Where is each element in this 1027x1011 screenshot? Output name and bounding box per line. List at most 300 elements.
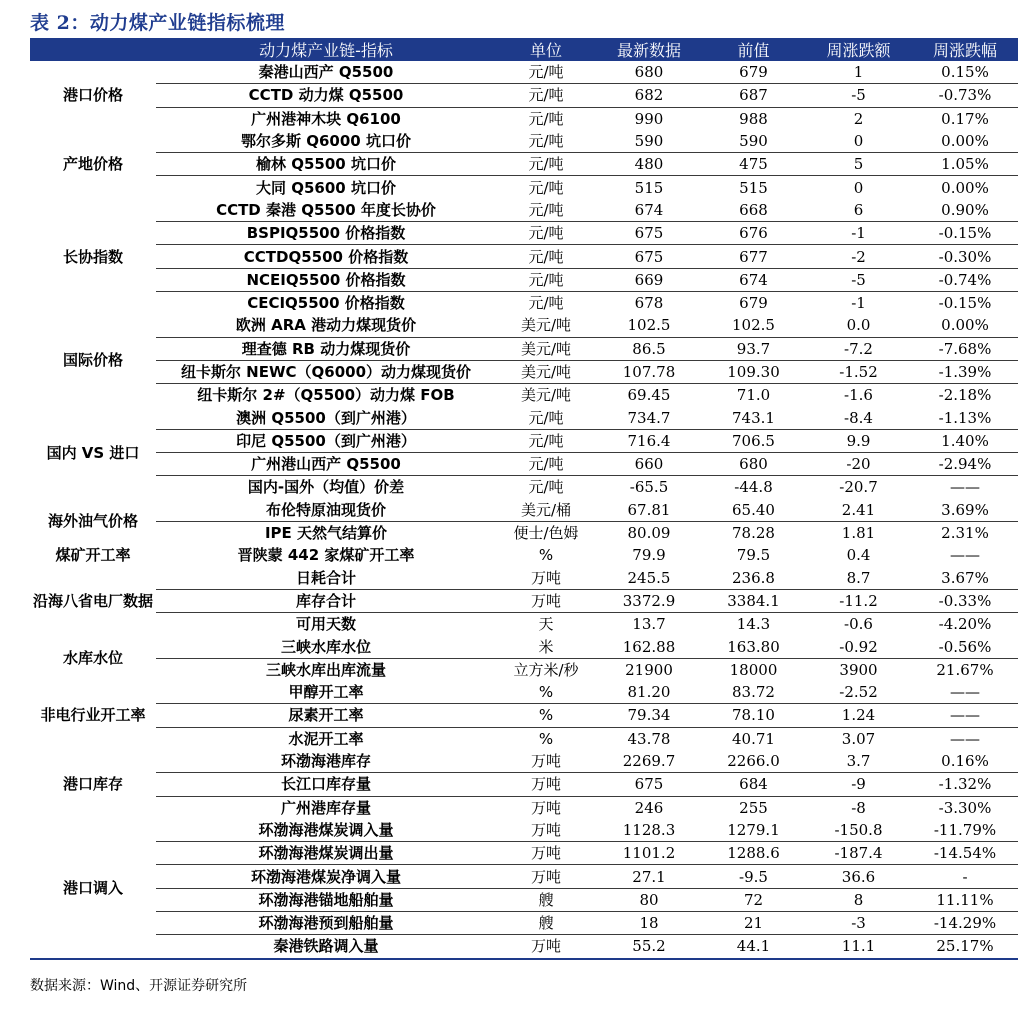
table-row [30, 796, 1018, 819]
header-weekly-change: 周涨跌额 [805, 38, 912, 61]
weekly-change-pct-cell: -1.39% [912, 360, 1018, 383]
latest-cell: 990 [596, 107, 702, 130]
table-row [30, 337, 1018, 360]
indicator-cell: CCTD 秦港 Q5500 年度长协价 [216, 200, 436, 219]
previous-cell: 674 [702, 268, 805, 291]
indicator-cell: 环渤海港煤炭净调入量 [156, 865, 496, 888]
latest-cell: 245.5 [627, 568, 671, 587]
weekly-change-cell: 9.9 [805, 429, 912, 452]
weekly-change-cell: -11.2 [805, 589, 912, 612]
latest-cell: 86.5 [596, 337, 702, 360]
weekly-change-cell: 6 [853, 200, 864, 219]
table-row [30, 613, 1018, 636]
previous-cell: 1288.6 [702, 842, 805, 865]
latest-cell: 1101.2 [596, 842, 702, 865]
weekly-change-pct-cell: -0.15% [912, 291, 1018, 314]
unit-cell: 美元/吨 [496, 337, 596, 360]
latest-cell: 79.34 [596, 704, 702, 727]
latest-cell: 18 [596, 911, 702, 934]
weekly-change-pct-cell: 0.00% [941, 316, 989, 335]
weekly-change-pct-cell: 1.40% [912, 429, 1018, 452]
table-row [30, 499, 1018, 522]
indicator-cell: 澳洲 Q5500（到广州港） [236, 408, 416, 427]
previous-cell: 743.1 [732, 408, 775, 427]
table-row [30, 61, 1018, 84]
indicator-cell: 环渤海港煤炭调入量 [258, 820, 394, 839]
weekly-change-pct-cell: -2.94% [912, 453, 1018, 476]
table-row [30, 544, 1018, 566]
weekly-change-cell: 8 [805, 888, 912, 911]
weekly-change-cell: -5 [805, 268, 912, 291]
weekly-change-pct-cell: -1.13% [938, 408, 992, 427]
latest-cell: 13.7 [596, 613, 702, 636]
previous-cell: 78.10 [702, 704, 805, 727]
unit-cell: 万吨 [530, 820, 561, 839]
table-group [30, 499, 1018, 545]
weekly-change-cell: -20 [805, 453, 912, 476]
weekly-change-cell: 8.7 [846, 568, 871, 587]
weekly-change-cell: -2 [805, 245, 912, 268]
indicator-cell: 尿素开工率 [156, 704, 496, 727]
unit-cell: 艘 [496, 888, 596, 911]
indicator-cell: 纽卡斯尔 2#（Q5500）动力煤 FOB [156, 384, 496, 407]
indicator-cell: 环渤海港库存 [280, 752, 371, 771]
header-weekly-change-pct: 周涨跌幅 [912, 38, 1018, 61]
previous-cell: 515 [702, 176, 805, 199]
indicator-cell: CECIQ5500 价格指数 [156, 291, 496, 314]
table-caption: 表 2：动力煤产业链指标梳理 [30, 12, 285, 34]
weekly-change-pct-cell: 2.31% [912, 521, 1018, 544]
previous-cell: 475 [702, 153, 805, 176]
previous-cell: 2266.0 [727, 752, 780, 771]
unit-cell: 万吨 [496, 796, 596, 819]
unit-cell: 元/吨 [496, 222, 596, 245]
latest-cell: 79.9 [632, 546, 666, 565]
previous-cell: 706.5 [702, 429, 805, 452]
latest-cell: 43.78 [596, 727, 702, 750]
header-indicator: 动力煤产业链-指标 [156, 38, 496, 61]
weekly-change-pct-cell: -4.20% [912, 613, 1018, 636]
indicator-cell: 甲醇开工率 [288, 683, 364, 702]
table-row [30, 819, 1018, 842]
table-row [30, 360, 1018, 383]
weekly-change-pct-cell: 0.17% [912, 107, 1018, 130]
table-group [30, 681, 1018, 750]
table-row [30, 314, 1018, 337]
weekly-change-cell: -0.92 [839, 637, 878, 656]
weekly-change-cell: -1 [805, 291, 912, 314]
weekly-change-cell: -150.8 [834, 820, 883, 839]
unit-cell: 元/吨 [496, 476, 596, 499]
previous-cell: 21 [702, 911, 805, 934]
indicator-cell: 纽卡斯尔 NEWC（Q6000）动力煤现货价 [156, 360, 496, 383]
category-cell: 海外油气价格 [47, 512, 138, 531]
indicator-cell: 环渤海港锚地船舶量 [156, 888, 496, 911]
table-row [30, 245, 1018, 268]
table-row [30, 222, 1018, 245]
weekly-change-pct-cell: —— [950, 546, 980, 565]
previous-cell: 18000 [702, 658, 805, 681]
weekly-change-cell: 36.6 [805, 865, 912, 888]
previous-cell: 83.72 [732, 683, 775, 702]
latest-cell: 675 [596, 773, 702, 796]
previous-cell: -9.5 [702, 865, 805, 888]
table-group [30, 819, 1018, 959]
weekly-change-cell: 0.0 [846, 316, 871, 335]
weekly-change-pct-cell: 21.67% [912, 658, 1018, 681]
previous-cell: 93.7 [702, 337, 805, 360]
weekly-change-cell: -1.6 [805, 384, 912, 407]
weekly-change-pct-cell: 0.00% [941, 132, 989, 151]
unit-cell: 元/吨 [496, 291, 596, 314]
latest-cell: 55.2 [596, 935, 702, 959]
latest-cell: 675 [596, 222, 702, 245]
unit-cell: % [538, 546, 554, 565]
weekly-change-pct-cell: 1.05% [912, 153, 1018, 176]
indicator-cell: 库存合计 [156, 589, 496, 612]
table-row [30, 842, 1018, 865]
previous-cell: 236.8 [732, 568, 775, 587]
weekly-change-pct-cell: -2.18% [912, 384, 1018, 407]
weekly-change-pct-cell: —— [950, 683, 980, 702]
previous-cell: 65.40 [732, 500, 775, 519]
latest-cell: 669 [596, 268, 702, 291]
previous-cell: 1279.1 [727, 820, 780, 839]
weekly-change-pct-cell: -0.56% [938, 637, 992, 656]
header-previous: 前值 [702, 38, 805, 61]
weekly-change-pct-cell: -0.15% [912, 222, 1018, 245]
latest-cell: 2269.7 [622, 752, 676, 771]
indicator-cell: 印尼 Q5500（到广州港） [156, 429, 496, 452]
weekly-change-cell: -2.52 [839, 683, 878, 702]
unit-cell: 元/吨 [496, 84, 596, 107]
previous-cell: 255 [702, 796, 805, 819]
weekly-change-cell: -187.4 [805, 842, 912, 865]
table-group [30, 544, 1018, 566]
previous-cell: 679 [702, 291, 805, 314]
unit-cell: % [496, 727, 596, 750]
indicator-cell: 长江口库存量 [156, 773, 496, 796]
indicator-cell: BSPIQ5500 价格指数 [156, 222, 496, 245]
header-row [30, 38, 1018, 61]
latest-cell: 734.7 [627, 408, 671, 427]
weekly-change-pct-cell: -1.32% [912, 773, 1018, 796]
unit-cell: 元/吨 [496, 429, 596, 452]
unit-cell: 万吨 [496, 865, 596, 888]
weekly-change-pct-cell: 0.15% [941, 63, 989, 82]
latest-cell: 246 [596, 796, 702, 819]
weekly-change-cell: -3 [805, 911, 912, 934]
weekly-change-cell: 0.4 [846, 546, 871, 565]
previous-cell: 72 [702, 888, 805, 911]
weekly-change-cell: -20.7 [805, 476, 912, 499]
indicator-cell: 广州港神木块 Q6100 [156, 107, 496, 130]
indicator-cell: 布伦特原油现货价 [265, 500, 386, 519]
weekly-change-pct-cell: 0.16% [941, 752, 989, 771]
table-row [30, 153, 1018, 176]
latest-cell: 1128.3 [622, 820, 676, 839]
unit-cell: 万吨 [530, 568, 561, 587]
table-row [30, 521, 1018, 544]
unit-cell: 万吨 [496, 773, 596, 796]
unit-cell: 美元/吨 [496, 360, 596, 383]
table-row [30, 773, 1018, 796]
table-row [30, 268, 1018, 291]
unit-cell: 美元/吨 [520, 316, 572, 335]
weekly-change-cell: 1.81 [805, 521, 912, 544]
table-row [30, 199, 1018, 222]
previous-cell: 109.30 [702, 360, 805, 383]
unit-cell: 万吨 [530, 752, 561, 771]
latest-cell: 674 [634, 200, 664, 219]
previous-cell: 40.71 [702, 727, 805, 750]
weekly-change-pct-cell: 0.00% [912, 176, 1018, 199]
category-cell: 沿海八省电厂数据 [32, 591, 153, 610]
unit-cell: 便士/色姆 [496, 521, 596, 544]
category-cell: 港口价格 [62, 86, 123, 105]
indicator-cell: 秦港山西产 Q5500 [258, 63, 394, 82]
unit-cell: 元/吨 [496, 245, 596, 268]
previous-cell: 677 [702, 245, 805, 268]
table-row [30, 865, 1018, 888]
indicator-cell: 鄂尔多斯 Q6000 坑口价 [241, 132, 411, 151]
weekly-change-pct-cell: —— [912, 704, 1018, 727]
table-row [30, 107, 1018, 130]
category-cell: 水库水位 [62, 649, 123, 668]
unit-cell: 元/吨 [528, 408, 564, 427]
indicator-cell: 日耗合计 [295, 568, 356, 587]
unit-cell: % [538, 683, 554, 702]
indicator-cell: 大同 Q5600 坑口价 [156, 176, 496, 199]
category-cell: 国内 VS 进口 [46, 443, 140, 462]
latest-cell: 716.4 [596, 429, 702, 452]
weekly-change-cell: 2 [805, 107, 912, 130]
weekly-change-cell: 1 [853, 63, 864, 82]
weekly-change-cell: -1 [805, 222, 912, 245]
weekly-change-pct-cell: —— [912, 727, 1018, 750]
data-source-note: 数据来源：Wind、开源证券研究所 [30, 978, 248, 994]
latest-cell: 480 [596, 153, 702, 176]
table-row [30, 567, 1018, 590]
indicator-cell: 环渤海港预到船舶量 [156, 911, 496, 934]
unit-cell: 万吨 [496, 589, 596, 612]
weekly-change-cell: -1.52 [805, 360, 912, 383]
indicator-cell: 榆林 Q5500 坑口价 [156, 153, 496, 176]
previous-cell: 668 [739, 200, 768, 219]
weekly-change-cell: -8.4 [844, 408, 873, 427]
unit-cell: 元/吨 [496, 453, 596, 476]
category-cell: 产地价格 [62, 155, 123, 174]
weekly-change-pct-cell: -11.79% [933, 820, 997, 839]
unit-cell: 万吨 [496, 842, 596, 865]
weekly-change-pct-cell: -14.54% [912, 842, 1018, 865]
previous-cell: 3384.1 [702, 589, 805, 612]
indicator-cell: IPE 天然气结算价 [156, 521, 496, 544]
indicator-cell: 水泥开工率 [156, 727, 496, 750]
previous-cell: 684 [702, 773, 805, 796]
unit-cell: 立方米/秒 [496, 658, 596, 681]
latest-cell: 102.5 [627, 316, 671, 335]
indicator-cell: 广州港山西产 Q5500 [156, 453, 496, 476]
unit-cell: % [496, 704, 596, 727]
indicator-cell: CCTDQ5500 价格指数 [156, 245, 496, 268]
weekly-change-cell: 2.41 [841, 500, 876, 519]
weekly-change-pct-cell: 25.17% [912, 935, 1018, 959]
latest-cell: 590 [634, 132, 664, 151]
previous-cell: 71.0 [702, 384, 805, 407]
indicator-cell: 秦港铁路调入量 [156, 935, 496, 959]
weekly-change-pct-cell: 0.90% [941, 200, 989, 219]
table-group [30, 406, 1018, 498]
weekly-change-pct-cell: -3.30% [912, 796, 1018, 819]
unit-cell: 元/吨 [528, 200, 564, 219]
weekly-change-pct-cell: 3.67% [941, 568, 989, 587]
weekly-change-pct-cell: -7.68% [912, 337, 1018, 360]
table-row [30, 635, 1018, 658]
latest-cell: 162.88 [622, 637, 676, 656]
weekly-change-cell: 3.7 [846, 752, 871, 771]
category-cell: 非电行业开工率 [40, 706, 146, 725]
table-row [30, 750, 1018, 773]
latest-cell: 680 [634, 63, 664, 82]
indicator-cell: 欧洲 ARA 港动力煤现货价 [235, 316, 417, 335]
weekly-change-cell: 3900 [805, 658, 912, 681]
weekly-change-cell: -8 [805, 796, 912, 819]
previous-cell: -44.8 [702, 476, 805, 499]
table-row [30, 384, 1018, 407]
weekly-change-cell: 3.07 [805, 727, 912, 750]
latest-cell: 107.78 [596, 360, 702, 383]
table-group [30, 199, 1018, 314]
unit-cell: 艘 [496, 911, 596, 934]
unit-cell: 元/吨 [528, 63, 564, 82]
table-row [30, 176, 1018, 199]
table-row [30, 84, 1018, 107]
latest-cell: 21900 [596, 658, 702, 681]
table-row [30, 658, 1018, 681]
latest-cell: 69.45 [596, 384, 702, 407]
table-row [30, 130, 1018, 153]
unit-cell: 元/吨 [496, 153, 596, 176]
previous-cell: 590 [739, 132, 768, 151]
latest-cell: 81.20 [627, 683, 671, 702]
table-row [30, 704, 1018, 727]
previous-cell: 676 [702, 222, 805, 245]
unit-cell: 天 [496, 613, 596, 636]
previous-cell: 14.3 [702, 613, 805, 636]
weekly-change-cell: -5 [805, 84, 912, 107]
previous-cell: 44.1 [702, 935, 805, 959]
latest-cell: 660 [596, 453, 702, 476]
unit-cell: 美元/吨 [496, 384, 596, 407]
indicator-cell: 国内-国外（均值）价差 [156, 476, 496, 499]
table-row [30, 429, 1018, 452]
indicator-cell: 三峡水库水位 [280, 637, 371, 656]
latest-cell: 682 [596, 84, 702, 107]
weekly-change-pct-cell: -0.73% [912, 84, 1018, 107]
weekly-change-cell: -7.2 [805, 337, 912, 360]
indicator-cell: 理查德 RB 动力煤现货价 [156, 337, 496, 360]
weekly-change-pct-cell: -0.74% [912, 268, 1018, 291]
table-group [30, 130, 1018, 199]
indicator-cell: NCEIQ5500 价格指数 [156, 268, 496, 291]
previous-cell: 679 [739, 63, 768, 82]
table-group [30, 635, 1018, 681]
weekly-change-pct-cell: 11.11% [912, 888, 1018, 911]
unit-cell: 万吨 [496, 935, 596, 959]
previous-cell: 988 [702, 107, 805, 130]
latest-cell: 27.1 [596, 865, 702, 888]
latest-cell: 80.09 [596, 521, 702, 544]
unit-cell: 米 [538, 637, 554, 656]
table-group [30, 314, 1018, 406]
table-row [30, 911, 1018, 934]
previous-cell: 687 [702, 84, 805, 107]
indicator-cell: 三峡水库出库流量 [156, 658, 496, 681]
unit-cell: 美元/桶 [520, 500, 572, 519]
unit-cell: 元/吨 [496, 107, 596, 130]
latest-cell: 678 [596, 291, 702, 314]
previous-cell: 102.5 [732, 316, 775, 335]
indicator-cell: CCTD 动力煤 Q5500 [156, 84, 496, 107]
weekly-change-pct-cell: 3.69% [941, 500, 989, 519]
table-row [30, 935, 1018, 959]
weekly-change-cell: 1.24 [805, 704, 912, 727]
table-row [30, 453, 1018, 476]
category-cell: 港口库存 [62, 775, 123, 794]
table-row [30, 727, 1018, 750]
table-row [30, 589, 1018, 612]
table-row [30, 291, 1018, 314]
header-latest: 最新数据 [596, 38, 702, 61]
weekly-change-pct-cell: -0.33% [912, 589, 1018, 612]
table-row [30, 888, 1018, 911]
weekly-change-cell: 11.1 [805, 935, 912, 959]
previous-cell: 163.80 [727, 637, 780, 656]
weekly-change-cell: 0 [805, 176, 912, 199]
indicator-cell: 广州港库存量 [156, 796, 496, 819]
unit-cell: 元/吨 [528, 132, 564, 151]
table-group [30, 750, 1018, 819]
table-row [30, 476, 1018, 499]
category-cell: 港口调入 [62, 879, 123, 898]
previous-cell: 680 [702, 453, 805, 476]
latest-cell: 80 [596, 888, 702, 911]
weekly-change-cell: 5 [805, 153, 912, 176]
latest-cell: 3372.9 [596, 589, 702, 612]
weekly-change-cell: -0.6 [805, 613, 912, 636]
category-cell: 国际价格 [62, 351, 123, 370]
indicator-cell: 可用天数 [156, 613, 496, 636]
weekly-change-pct-cell: -14.29% [912, 911, 1018, 934]
latest-cell: 515 [596, 176, 702, 199]
weekly-change-cell: -9 [805, 773, 912, 796]
header-blank [30, 38, 156, 61]
table-row [30, 406, 1018, 429]
weekly-change-cell: 0 [853, 132, 864, 151]
weekly-change-pct-cell: - [912, 865, 1018, 888]
latest-cell: 675 [596, 245, 702, 268]
previous-cell: 79.5 [736, 546, 771, 565]
previous-cell: 78.28 [702, 521, 805, 544]
indicator-cell: 环渤海港煤炭调出量 [156, 842, 496, 865]
weekly-change-pct-cell: -0.30% [912, 245, 1018, 268]
unit-cell: 元/吨 [496, 268, 596, 291]
header-unit: 单位 [496, 38, 596, 61]
table-row [30, 681, 1018, 704]
weekly-change-pct-cell: —— [912, 476, 1018, 499]
table-group [30, 567, 1018, 636]
